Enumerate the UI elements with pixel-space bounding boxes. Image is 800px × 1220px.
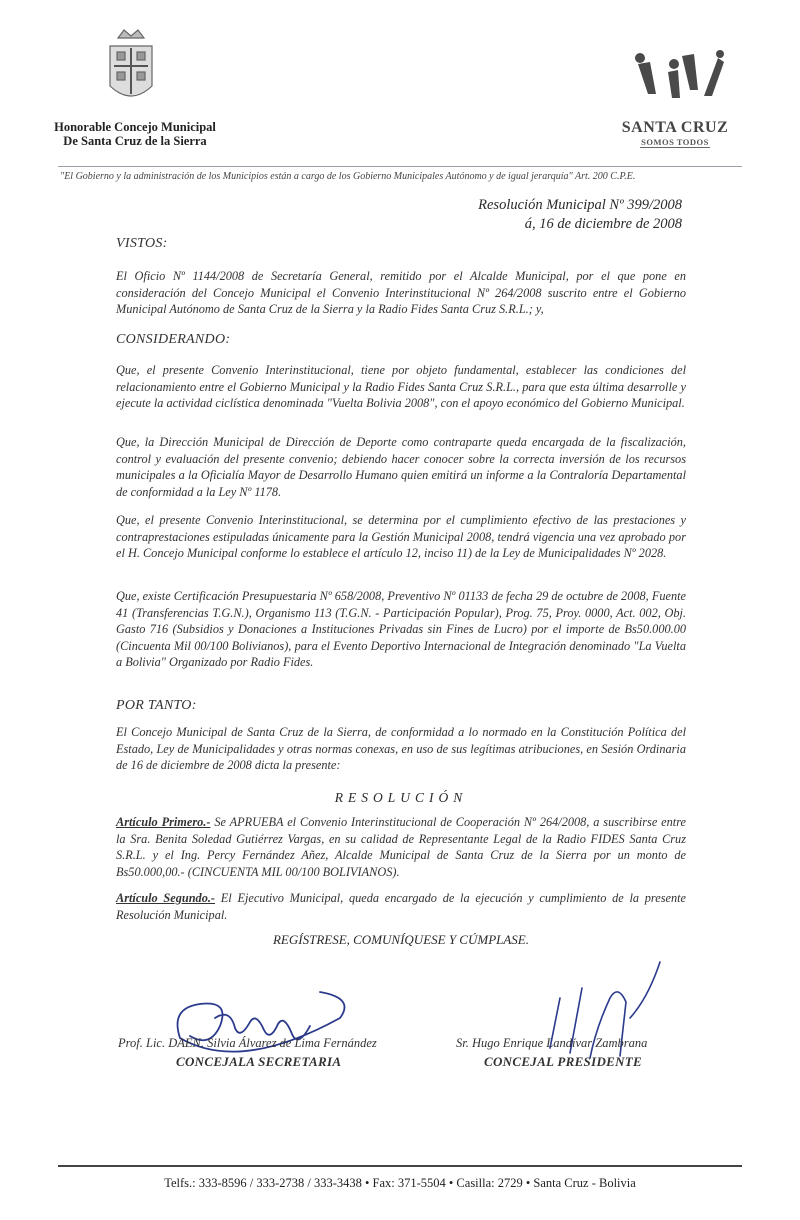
resolution-date: á, 16 de diciembre de 2008 xyxy=(524,216,682,232)
council-name-line1: Honorable Concejo Municipal xyxy=(54,120,216,134)
logo-text-sub: SOMOS TODOS xyxy=(641,137,709,147)
constitution-motto: "El Gobierno y la administración de los Municipios están a cargo de los Gobierno Municipales Autónomo y de igual jerarquía" Art. 200 C.P.E. xyxy=(60,171,636,182)
por-tanto-text: El Concejo Municipal de Santa Cruz de la Sierra, de conformidad a lo normado en la Constitución Política del Estado, Ley de Municipalidades y otras normas conexas, en uso de sus legítimas atribuciones, en Sesión Ordinaria de 16 de diciembre de 2008 dicta la presente: xyxy=(116,725,686,773)
logo-text-main: SANTA CRUZ xyxy=(621,119,729,136)
president-title: CONCEJAL PRESIDENTE xyxy=(484,1054,642,1069)
president-name: Sr. Hugo Enrique Landívar Zambrana xyxy=(456,1036,648,1050)
council-name-line2: De Santa Cruz de la Sierra xyxy=(63,134,207,148)
vistos-heading: VISTOS: xyxy=(116,236,168,251)
considerando-paragraph: Que, el presente Convenio Interinstitucional, tiene por objeto fundamental, establecer las condiciones del relacionamiento entre el Gobierno Municipal y la Radio Fides Santa Cruz S.R.L., para que esta última desarrolle y ejecute la actividad ciclística denominada "Vuelta Bolivia 2008", con el apoyo económico del Gobierno Municipal. xyxy=(116,363,686,411)
contact-footer: Telfs.: 333-8596 / 333-2738 / 333-3438 • Fax: 371-5504 • Casilla: 2729 • Santa Cruz - Bolivia xyxy=(164,1176,636,1190)
secretary-name: Prof. Lic. DAEN. Silvia Álvarez de Lima Fernández xyxy=(118,1036,377,1050)
vistos-text: El Oficio Nº 1144/2008 de Secretaría General, remitido por el Alcalde Municipal, por el que pone en consideración del Concejo Municipal el Convenio Interinstitucional Nº 264/2008 suscrito entre el Gobierno Municipal Autónomo de Santa Cruz de la Sierra y la Radio Fides Santa Cruz S.R.L.; y, xyxy=(116,269,686,317)
considerando-heading: CONSIDERANDO: xyxy=(116,332,231,347)
header-divider xyxy=(58,166,742,167)
article-second-text: El Ejecutivo Municipal, queda encargado de la ejecución y cumplimiento de la presente Resolución Municipal. xyxy=(116,891,686,922)
article-second-label: Artículo Segundo.- xyxy=(116,891,216,905)
article-first-text: Se APRUEBA el Convenio Interinstitucional de Cooperación Nº 264/2008, a suscribirse entre la Sra. Benita Soledad Gutiérrez Vargas, en su calidad de Representante Legal de la Radio FIDES Santa Cruz S.R.L. y el Ing. Percy Fernández Añez, Alcalde Municipal de Santa Cruz de la Sierra por un monto de Bs50.000,00.- (CINCUENTA MIL 00/100 BOLIVIANOS). xyxy=(116,815,686,879)
article-second xyxy=(116,890,686,923)
article-first-label: Artículo Primero.- xyxy=(116,815,211,829)
closing-formula: REGÍSTRESE, COMUNÍQUESE Y CÚMPLASE. xyxy=(272,932,529,947)
article-first xyxy=(116,814,686,880)
president-signature-icon xyxy=(530,958,690,1068)
people-figures-icon xyxy=(620,50,730,112)
considerando-paragraph: Que, existe Certificación Presupuestaria Nº 658/2008, Preventivo Nº 01133 de fecha 29 de octubre de 2008, Fuente 41 (Transferencias T.G.N.), Organismo 113 (T.G.N. - Participación Popular), Prog. 75, Proy. 0000, Act. 002, Obj. Gasto 716 (Subsidios y Donaciones a Instituciones Privadas sin Fines de Lucro) por el importe de Bs50.000.00 (Cincuenta Mil 00/100 Bolivianos), para el Evento Deportivo Internacional de Integración denominado "La Vuelta a Bolivia" Organizado por Radio Fides. xyxy=(116,589,686,670)
footer-divider xyxy=(58,1165,742,1167)
resolution-header xyxy=(380,196,682,234)
santa-cruz-logo xyxy=(620,50,730,150)
considerando-paragraph: Que, la Dirección Municipal de Dirección de Deporte como contraparte queda encargada de la fiscalización, control y evaluación del presente convenio; debiendo hacer conocer sobre la correcta inversión de los recursos municipales a la Oficialía Mayor de Desarrollo Humano quien emitirá un informe a la Contraloría Departamental de conformidad a la Ley Nº 1178. xyxy=(116,435,686,499)
por-tanto-heading: POR TANTO: xyxy=(116,698,197,713)
municipal-coat-of-arms-icon xyxy=(100,24,162,116)
council-name xyxy=(40,120,230,148)
secretary-title: CONCEJALA SECRETARIA xyxy=(176,1054,342,1069)
considerando-paragraph: Que, el presente Convenio Interinstitucional, se determina por el cumplimiento efectivo de las prestaciones y contraprestaciones estipuladas únicamente para la Gestión Municipal 2008, tendrá vigencia una vez aprobado por el H. Concejo Municipal conforme lo establece el artículo 12, inciso 11) de la Ley de Municipalidades Nº 2028. xyxy=(116,513,686,561)
resolution-number: Resolución Municipal Nº 399/2008 xyxy=(478,197,682,213)
resolucion-heading: RESOLUCIÓN xyxy=(334,790,468,805)
